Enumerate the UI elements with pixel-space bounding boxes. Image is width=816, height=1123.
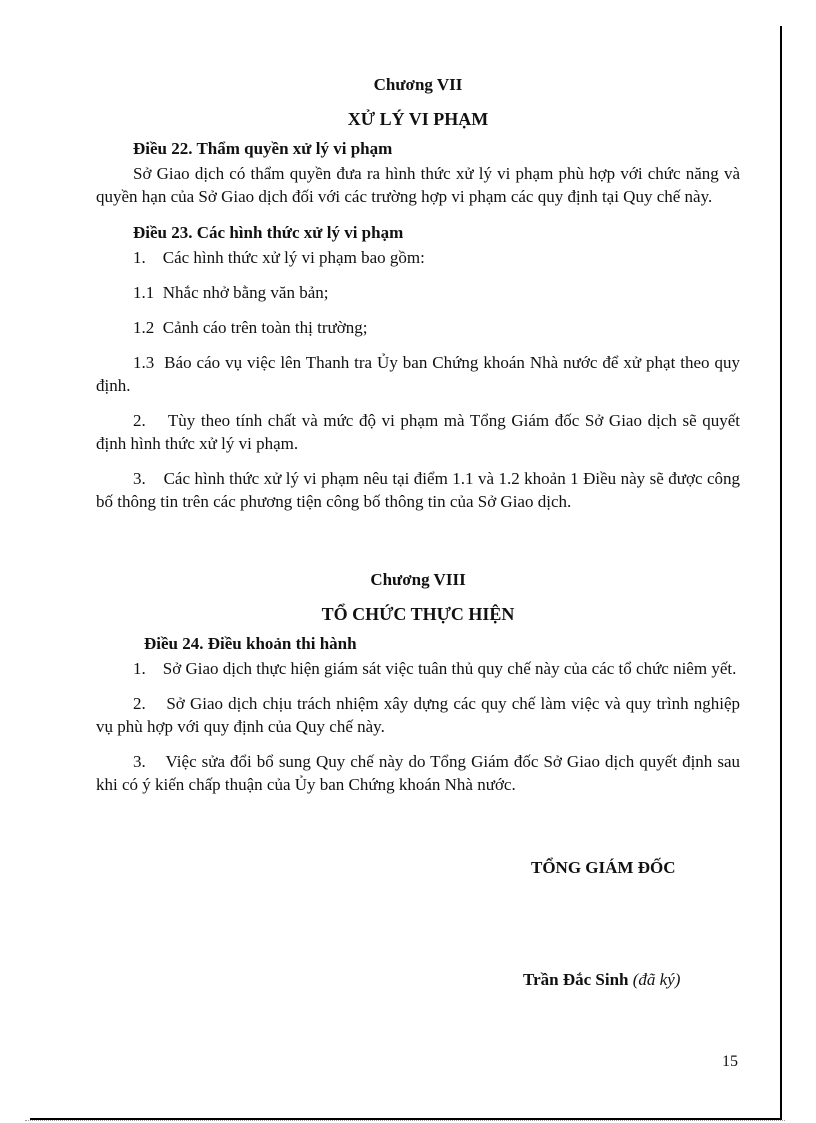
signature-title: TỔNG GIÁM ĐỐC: [531, 858, 676, 877]
chapter-8-title: TỔ CHỨC THỰC HIỆN: [321, 604, 515, 624]
footer-divider: [25, 1120, 785, 1121]
chapter-8-number: Chương VIII: [370, 570, 466, 589]
article-24-item: 3. Việc sửa đổi bổ sung Quy chế này do Tổng Giám đốc Sở Giao dịch quyết định sau khi có ý kiến chấp thuận của Ủy ban Chứng khoán Nhà nước.: [96, 752, 745, 794]
article-23-item: 2. Tùy theo tính chất và mức độ vi phạm mà Tổng Giám đốc Sở Giao dịch sẽ quyết định hình thức xử lý vi phạm.: [96, 411, 745, 453]
article-23-heading: Điều 23. Các hình thức xử lý vi phạm: [133, 223, 404, 242]
signer-name: Trần Đắc Sinh: [523, 970, 629, 989]
article-23-item: 1.3 Báo cáo vụ việc lên Thanh tra Ủy ban Chứng khoán Nhà nước để xử phạt theo quy định.: [96, 353, 745, 395]
article-22-heading: Điều 22. Thẩm quyền xử lý vi phạm: [133, 139, 393, 158]
page-number: 15: [722, 1053, 738, 1070]
chapter-7-number: Chương VII: [373, 75, 463, 94]
article-24-heading: Điều 24. Điều khoản thi hành: [144, 634, 357, 653]
signed-note: (đã ký): [632, 970, 681, 989]
article-22-paragraph: Sở Giao dịch có thẩm quyền đưa ra hình thức xử lý vi phạm phù hợp với chức năng và quyền hạn của Sở Giao dịch đối với các trường hợp vi phạm các quy định tại Quy chế này.: [96, 164, 740, 206]
document-body: [96, 68, 745, 808]
article-23-item: 1.1 Nhắc nhở bằng văn bản;: [133, 283, 329, 302]
article-24-item: 2. Sở Giao dịch chịu trách nhiệm xây dựng các quy chế làm việc và quy trình nghiệp vụ phù hợp với quy định của Quy chế này.: [96, 694, 745, 736]
chapter-7-title: XỬ LÝ VI PHẠM: [347, 109, 489, 129]
article-23-item: 3. Các hình thức xử lý vi phạm nêu tại điểm 1.1 và 1.2 khoản 1 Điều này sẽ được công bố thông tin trên các phương tiện công bố thông tin của Sở Giao dịch.: [96, 469, 745, 511]
article-23-item: 1.2 Cảnh cáo trên toàn thị trường;: [133, 318, 368, 337]
article-24-item: 1. Sở Giao dịch thực hiện giám sát việc tuân thủ quy chế này của các tổ chức niêm yết.: [133, 659, 737, 678]
article-23-item: 1. Các hình thức xử lý vi phạm bao gồm:: [133, 248, 425, 267]
signature-block: [523, 970, 680, 990]
